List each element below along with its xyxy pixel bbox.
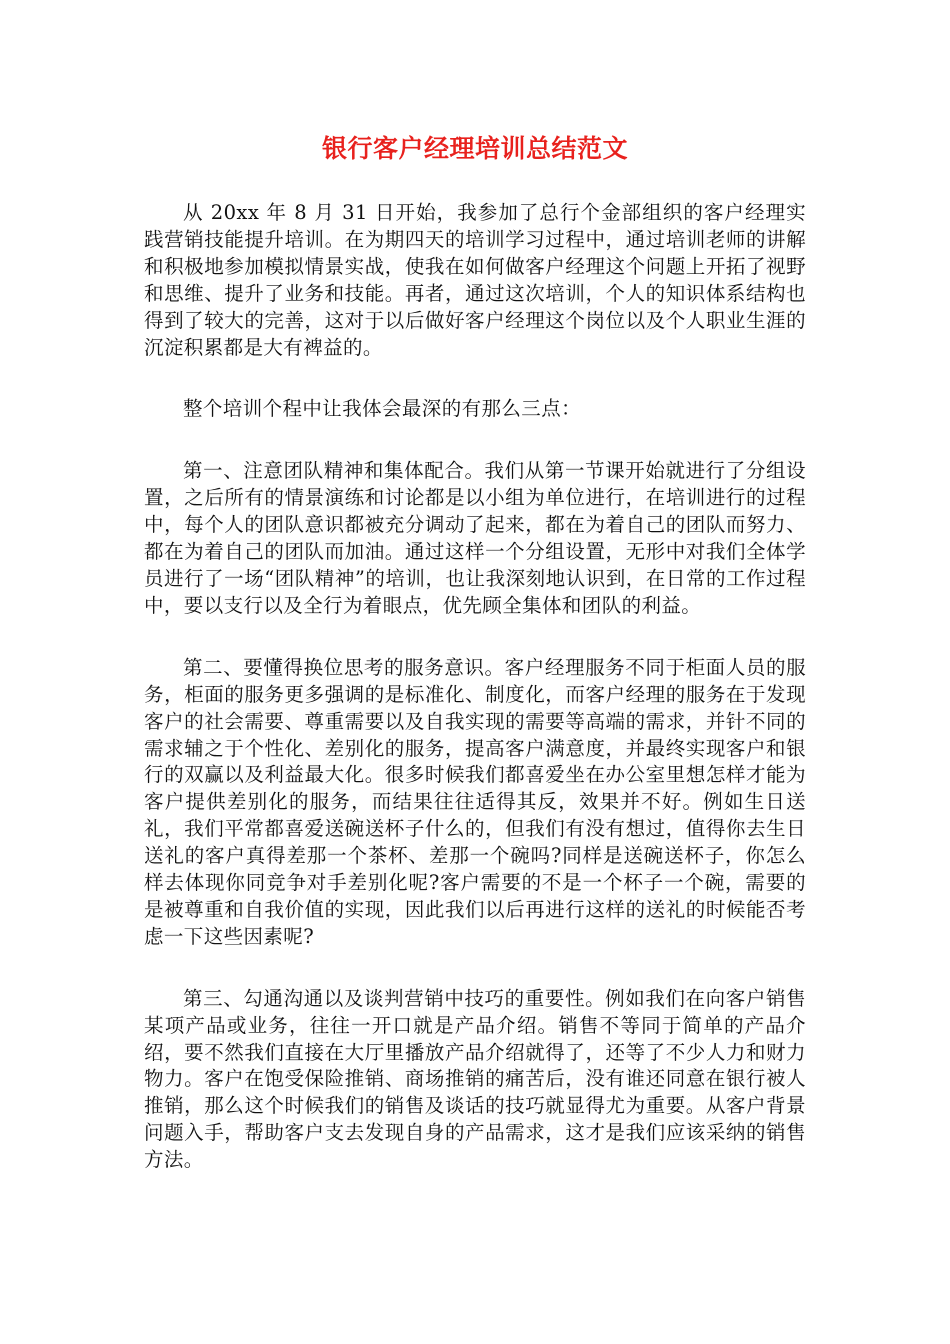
point-one-paragraph: 第一、注意团队精神和集体配合。我们从第一节课开始就进行了分组设置，之后所有的情景演练和讨论都是以小组为单位进行，在培训进行的过程中，每个人的团队意识都被充分调动了起来，都在为着自己的团队而努力、都在为着自己的团队而加油。通过这样一个分组设置，无形中对我们全体学员进行了一场“团队精神”的培训，也让我深刻地认识到，在日常的工作过程中，要以支行以及全行为着眼点，优先顾全集体和团队的利益。 <box>144 459 806 617</box>
intro-paragraph: 从 20xx 年 8 月 31 日开始，我参加了总行个金部组织的客户经理实践营销技能提升培训。在为期四天的培训学习过程中，通过培训老师的讲解和积极地参加模拟情景实战，使我在如何做客户经理这个问题上开拓了视野和思维、提升了业务和技能。再者，通过这次培训，个人的知识体系结构也得到了较大的完善，这对于以后做好客户经理这个岗位以及个人职业生涯的沉淀积累都是大有裨益的。 <box>144 201 806 359</box>
document-title: 银行客户经理培训总结范文 <box>321 134 628 163</box>
point-two-paragraph: 第二、要懂得换位思考的服务意识。客户经理服务不同于柜面人员的服务，柜面的服务更多强调的是标准化、制度化，而客户经理的服务在于发现客户的社会需要、尊重需要以及自我实现的需要等高端的需求，并针不同的需求辅之于个性化、差别化的服务，提高客户满意度，并最终实现客户和银行的双赢以及利益最大化。很多时候我们都喜爱坐在办公室里想怎样才能为客户提供差别化的服务，而结果往往适得其反，效果并不好。例如生日送礼，我们平常都喜爱送碗送杯子什么的，但我们有没有想过，值得你去生日送礼的客户真得差那一个茶杯、差那一个碗吗?同样是送碗送杯子，你怎么样去体现你同竞争对手差别化呢?客户需要的不是一个杯子一个碗，需要的是被尊重和自我价值的实现，因此我们以后再进行这样的送礼的时候能否考虑一下这些因素呢? <box>144 655 806 948</box>
summary-lead-paragraph: 整个培训个程中让我体会最深的有那么三点： <box>183 397 582 421</box>
document-body <box>144 200 806 1209</box>
point-three-paragraph: 第三、勾通沟通以及谈判营销中技巧的重要性。例如我们在向客户销售某项产品或业务，往往一开口就是产品介绍。销售不等同于简单的产品介绍，要不然我们直接在大厅里播放产品介绍就得了，还等了不少人力和财力物力。客户在饱受保险推销、商场推销的痛苦后，没有谁还同意在银行被人推销，那么这个时候我们的销售及谈话的技巧就显得尤为重要。从客户背景问题入手，帮助客户支去发现自身的产品需求，这才是我们应该采纳的销售方法。 <box>144 986 806 1172</box>
